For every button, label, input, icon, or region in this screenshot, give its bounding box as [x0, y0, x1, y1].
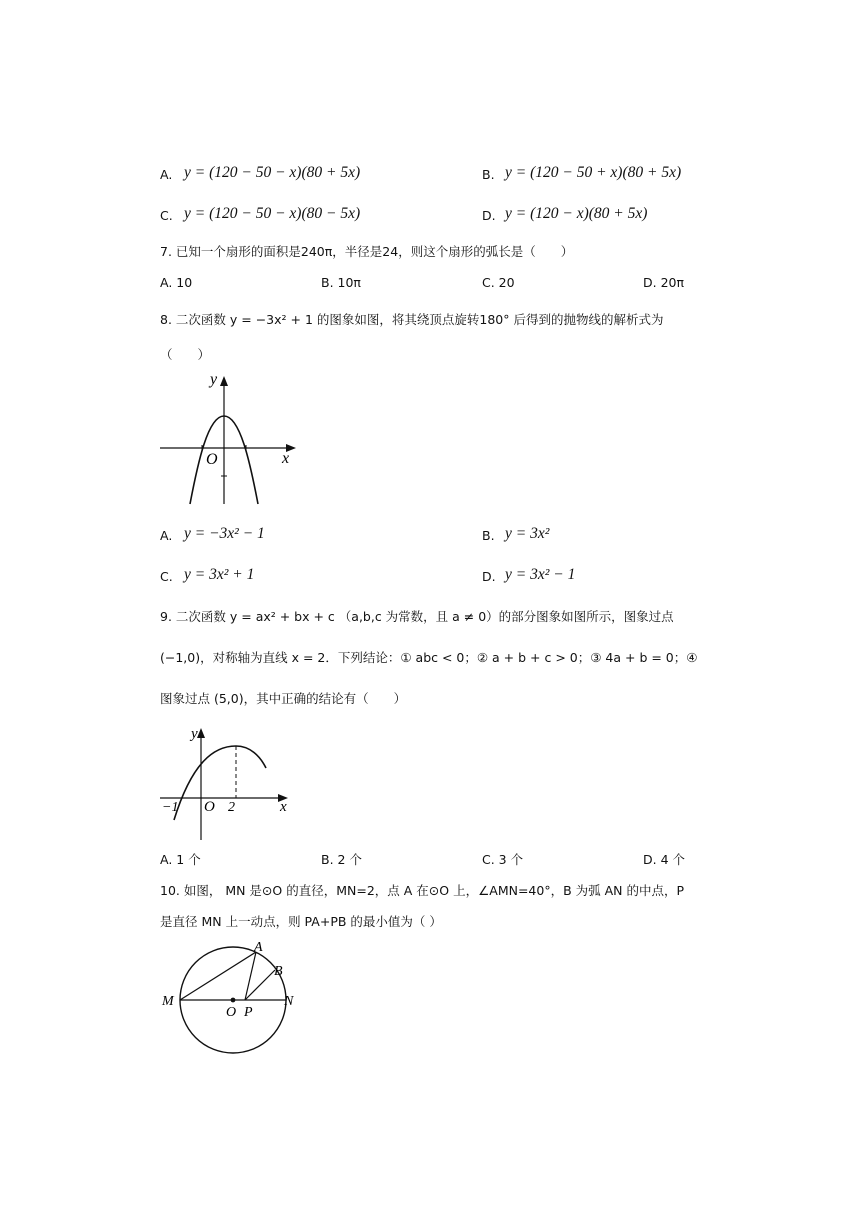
q9-parabola-curve — [174, 746, 266, 820]
q6-option-d-expr: y = (120 − x)(80 + 5x) — [505, 205, 648, 222]
q8-option-d-expr: y = 3x² − 1 — [505, 566, 576, 583]
q10-label-b: B — [274, 964, 283, 979]
q8-label-x: x — [282, 450, 290, 467]
q10-circle-figure — [158, 938, 308, 1056]
q7-option-a: A. 10 — [160, 275, 193, 290]
q10-label-o: O — [226, 1005, 237, 1020]
q9-option-d: D. 4 个 — [643, 852, 685, 867]
q8-stem-line2: （ ） — [160, 347, 211, 362]
q8-option-a-expr: y = −3x² − 1 — [184, 525, 265, 542]
q10-segment-pa — [245, 952, 256, 1000]
q6-option-c-label: C. — [160, 208, 173, 223]
q10-chord-ma — [180, 952, 256, 1000]
q8-label-y: y — [210, 371, 218, 388]
q8-option-c-expr: y = 3x² + 1 — [184, 566, 255, 583]
q9-label-o: O — [204, 799, 215, 815]
q8-y-arrow — [220, 376, 228, 386]
q8-parabola-figure — [158, 372, 298, 508]
q9-option-a: A. 1 个 — [160, 852, 201, 867]
q10-label-n: N — [284, 994, 294, 1009]
q9-label-2: 2 — [228, 800, 235, 815]
q10-stem-line2: 是直径 MN 上一动点，则 PA+PB 的最小值为（ ） — [160, 914, 442, 929]
q6-option-a-expr: y = (120 − 50 − x)(80 + 5x) — [184, 164, 361, 181]
q10-segment-pb — [245, 970, 275, 1000]
q8-option-a-label: A. — [160, 528, 173, 543]
q10-label-m: M — [162, 994, 174, 1009]
q10-label-a: A — [254, 940, 263, 955]
q10-stem-line1: 10. 如图， MN 是⊙O 的直径，MN=2，点 A 在⊙O 上，∠AMN=40°，B 为弧 AN 的中点，P — [160, 883, 685, 898]
q9-parabola-figure — [158, 718, 298, 844]
q6-option-a-label: A. — [160, 167, 173, 182]
q6-option-b-expr: y = (120 − 50 + x)(80 + 5x) — [505, 164, 682, 181]
q6-option-d-label: D. — [482, 208, 496, 223]
q7-option-c: C. 20 — [482, 275, 515, 290]
q9-label-neg1: −1 — [162, 800, 179, 815]
q7-option-d: D. 20π — [643, 275, 685, 290]
q7-option-b: B. 10π — [321, 275, 361, 290]
q9-stem-line3: 图象过点 (5,0)，其中正确的结论有（ ） — [160, 691, 407, 706]
q9-stem-line2: (−1,0)，对称轴为直线 x = 2．下列结论：① abc < 0；② a + b + c > 0；③ 4a + b = 0；④ — [160, 650, 698, 665]
q8-option-d-label: D. — [482, 569, 496, 584]
q6-option-c-expr: y = (120 − 50 − x)(80 − 5x) — [184, 205, 361, 222]
q8-stem-line1: 8. 二次函数 y = −3x² + 1 的图象如图，将其绕顶点旋转180° 后得到的抛物线的解析式为 — [160, 312, 664, 327]
q8-label-o: O — [206, 451, 218, 468]
q9-option-c: C. 3 个 — [482, 852, 524, 867]
q6-option-b-label: B. — [482, 167, 495, 182]
q10-label-p: P — [244, 1005, 253, 1020]
q8-option-b-label: B. — [482, 528, 495, 543]
q9-label-y: y — [191, 726, 198, 742]
q8-option-c-label: C. — [160, 569, 173, 584]
q10-center-point — [231, 998, 236, 1003]
q9-option-b: B. 2 个 — [321, 852, 362, 867]
q9-label-x: x — [280, 799, 287, 815]
q9-stem-line1: 9. 二次函数 y = ax² + bx + c （a,b,c 为常数，且 a ≠ 0）的部分图象如图所示，图象过点 — [160, 609, 674, 624]
q9-y-arrow — [197, 728, 205, 738]
q8-option-b-expr: y = 3x² — [505, 525, 550, 542]
q7-stem: 7. 已知一个扇形的面积是240π，半径是24，则这个扇形的弧长是（ ） — [160, 244, 574, 259]
